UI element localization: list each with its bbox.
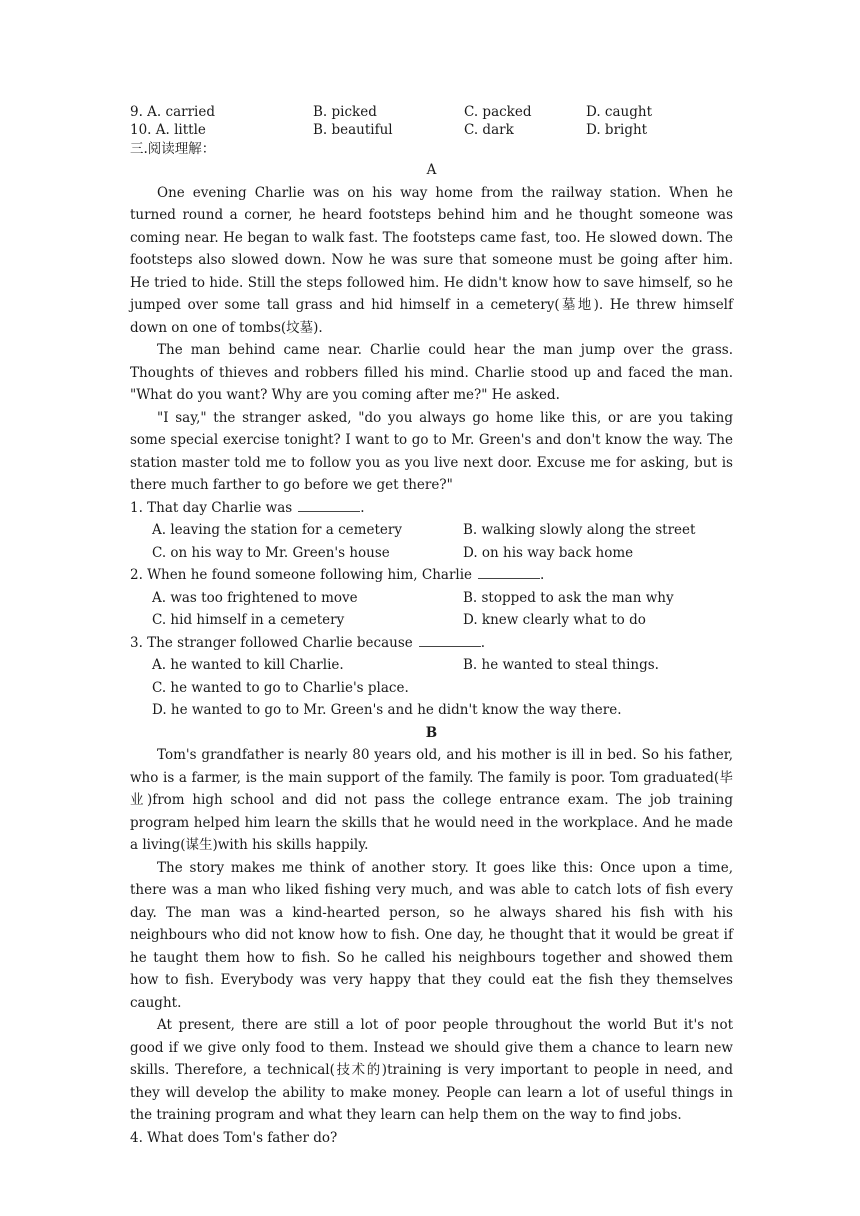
question-3: 3. The stranger followed Charlie because . bbox=[130, 632, 733, 655]
passage-b-paragraph: At present, there are still a lot of poor people throughout the world But it's not good if we give only food to them. Instead we should give them a chance to learn new skills. Therefore, a technical(技术的)training is very important to people in need, and they will develop the ability to make money. People can learn a lot of useful things in the training program and what they learn can help them on the way to find jobs. bbox=[130, 1017, 733, 1123]
option-a: 10. A. little bbox=[130, 122, 206, 138]
option-a: A. he wanted to kill Charlie. bbox=[152, 657, 344, 673]
options-row bbox=[130, 542, 733, 565]
option-c: C. he wanted to go to Charlie's place. bbox=[152, 679, 409, 696]
option-c: C. on his way to Mr. Green's house bbox=[152, 544, 390, 561]
passage-a-paragraph: One evening Charlie was on his way home from the railway station. When he turned round a corner, he heard footsteps behind him and he thought someone was coming near. He began to walk fast. The footsteps came fast, too. He slowed down. The footsteps also slowed down. Now he was sure that someone must be going after him. He tried to hide. Still the steps followed him. He didn't know how to save himself, so he jumped over some tall grass and hid himself in a cemetery(墓地). He threw himself down on one of tombs(坟墓). bbox=[130, 184, 733, 336]
option-b: B. stopped to ask the man why bbox=[463, 589, 674, 606]
option-b: B. picked bbox=[313, 104, 377, 120]
option-d: D. on his way back home bbox=[463, 544, 634, 561]
cloze-options-row-9 bbox=[130, 103, 733, 121]
section-heading: 三.阅读理解： bbox=[130, 141, 216, 157]
passage-a-label: A bbox=[426, 162, 437, 178]
passage-a-paragraph: The man behind came near. Charlie could hear the man jump over the grass. Thoughts of thieves and robbers filled his mind. Charlie stood up and faced the man. "What do you want? Why are you coming after me?" He asked. bbox=[130, 342, 733, 403]
question-1: 1. That day Charlie was . bbox=[130, 497, 733, 520]
question-4: 4. What does Tom's father do? bbox=[130, 1129, 338, 1146]
option-c: C. packed bbox=[464, 104, 532, 120]
worksheet-page bbox=[130, 103, 733, 1149]
answer-blank[interactable] bbox=[478, 564, 540, 579]
option-a: A. leaving the station for a cemetery bbox=[152, 522, 402, 538]
option-d: D. knew clearly what to do bbox=[463, 612, 646, 628]
question-stem: 2. When he found someone following him, Charlie bbox=[130, 567, 473, 583]
passage-b-label: B bbox=[425, 724, 438, 741]
options-row bbox=[130, 587, 733, 610]
option-d: D. bright bbox=[586, 122, 648, 138]
cloze-options-row-10 bbox=[130, 121, 733, 139]
option-c: C. hid himself in a cemetery bbox=[152, 612, 345, 628]
option-b: B. beautiful bbox=[313, 122, 393, 138]
option-c: C. dark bbox=[464, 122, 514, 138]
question-2: 2. When he found someone following him, Charlie . bbox=[130, 564, 733, 587]
options-row bbox=[130, 654, 733, 677]
option-b: B. he wanted to steal things. bbox=[463, 657, 659, 673]
passage-b-paragraph: Tom's grandfather is nearly 80 years old, and his mother is ill in bed. So his father, who is a farmer, is the main support of the family. The family is poor. Tom graduated(毕业)from high school and did not pass the college entrance exam. The job training program helped him learn the skills that he would need in the workplace. And he made a living(谋生)with his skills happily. bbox=[130, 747, 733, 853]
option-a: A. was too frightened to move bbox=[152, 589, 358, 606]
question-stem: 1. That day Charlie was bbox=[130, 499, 293, 516]
passage-a-paragraph: "I say," the stranger asked, "do you always go home like this, or are you taking some special exercise tonight? I want to go to Mr. Green's and don't know the way. The station master told me to follow you as you live next door. Excuse me for asking, but is there much farther to go before we get there?" bbox=[130, 409, 733, 493]
option-d: D. he wanted to go to Mr. Green's and he didn't know the way there. bbox=[152, 702, 622, 718]
question-stem: 3. The stranger followed Charlie because bbox=[130, 634, 413, 651]
option-d: D. caught bbox=[586, 104, 652, 120]
option-a: 9. A. carried bbox=[130, 104, 215, 120]
options-row bbox=[130, 519, 733, 542]
passage-b-paragraph: The story makes me think of another story. It goes like this: Once upon a time, there was a man who liked fishing very much, and was able to catch lots of fish every day. The man was a kind-hearted person, so he always shared his fish with his neighbours who did not know how to fish. One day, he thought that it would be great if he taught them how to fish. So he called his neighbours together and showed them how to fish. Everybody was very happy that they could eat the fish they themselves caught. bbox=[130, 859, 733, 1011]
answer-blank[interactable] bbox=[419, 632, 481, 647]
option-b: B. walking slowly along the street bbox=[463, 522, 696, 538]
answer-blank[interactable] bbox=[298, 497, 360, 512]
options-row bbox=[130, 609, 733, 632]
